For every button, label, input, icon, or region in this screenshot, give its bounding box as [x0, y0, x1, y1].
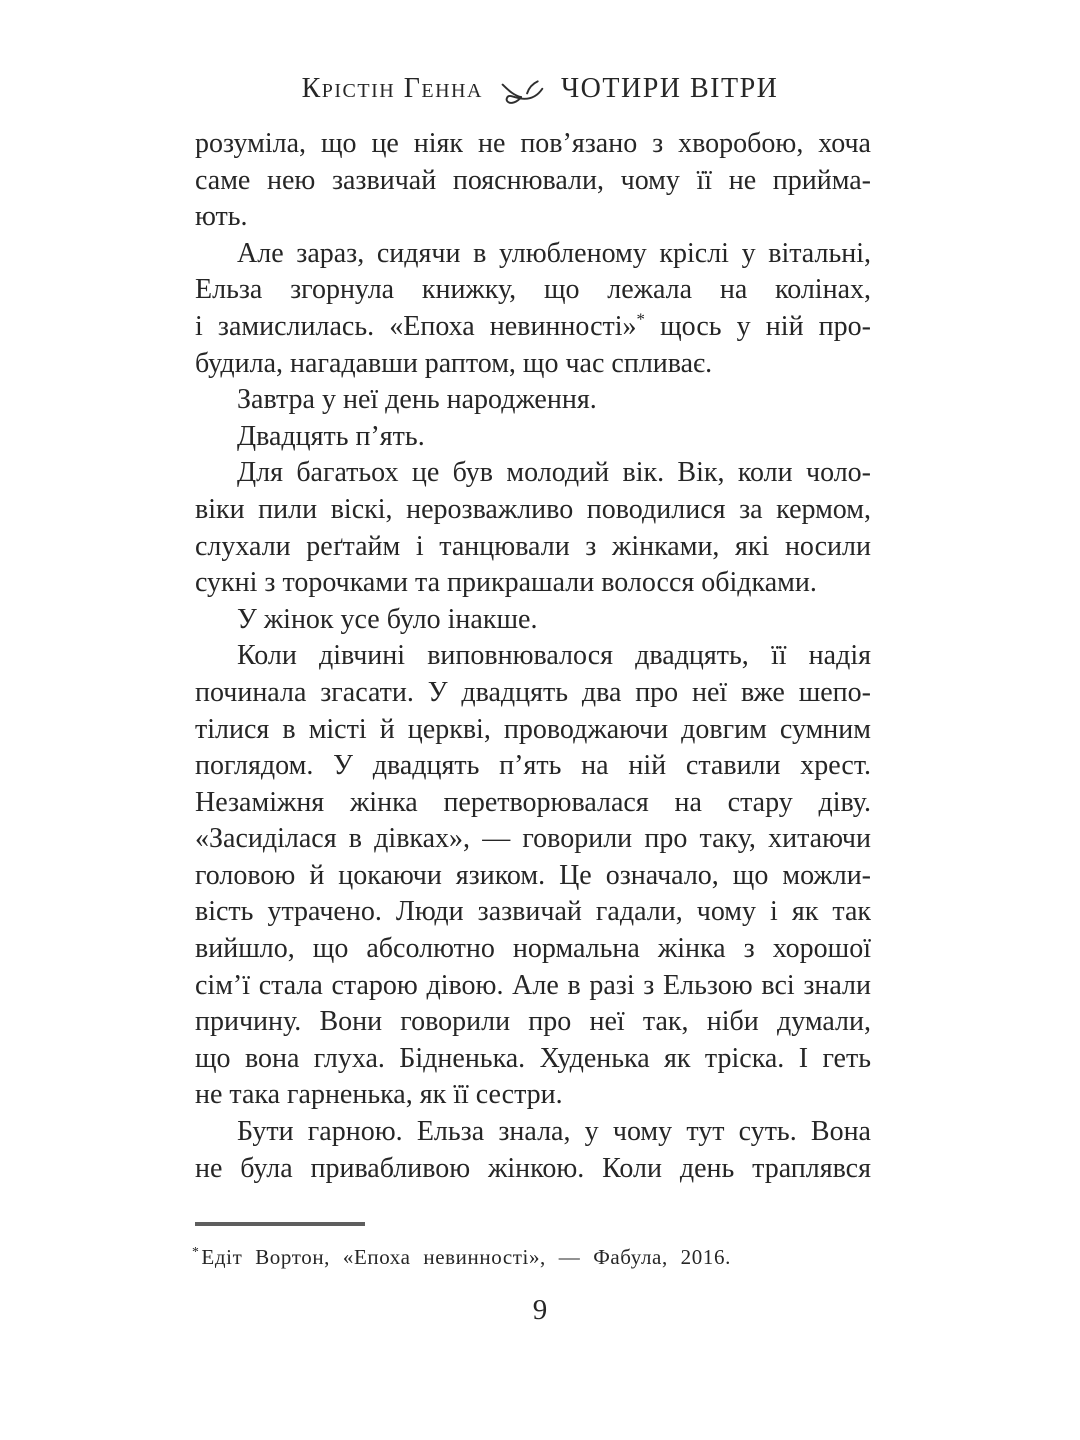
paragraph [195, 419, 871, 456]
text-line: Але зараз, сидячи в улюбленому кріслі у вітальні, [237, 237, 871, 269]
footnote-marker: * [192, 1244, 200, 1259]
text-line: не така гарненька, як її сестри. [195, 1079, 563, 1111]
text-line: віки пили віскі, нерозважливо поводилися за кермом, [195, 493, 871, 525]
text-line: У жінок усе було інакше. [237, 603, 538, 635]
text-line: «Засиділася в дівках», — говорили про таку, хитаючи [195, 823, 871, 855]
text-line: Коли дівчині виповнювалося двадцять, її надія [237, 640, 871, 672]
text-line: головою й цокаючи язиком. Це означало, що можли- [195, 859, 871, 891]
header-book-title: ЧОТИРИ ВІТРИ [560, 73, 779, 104]
text-line: Завтра у неї день народження. [237, 384, 597, 416]
text-line: вість утрачено. Люди зазвичай гадали, чому і як так [195, 896, 871, 928]
text-line: сім’ї стала старою дівою. Але в разі з Ельзою всі знали [195, 969, 871, 1001]
text-line: саме нею зазвичай пояснювали, чому її не прийма- [195, 164, 871, 196]
footnote-reference: * [636, 309, 645, 329]
text-line: не була привабливою жінкою. Коли день траплявся [195, 1152, 871, 1184]
footnote-rule [195, 1222, 365, 1226]
paragraph [195, 602, 871, 639]
paragraph [195, 236, 871, 382]
paragraph [195, 638, 871, 1114]
text-line: будила, нагадавши раптом, що час спливає. [195, 347, 713, 379]
text-line: ють. [195, 201, 248, 233]
text-line: Незаміжня жінка перетворювалася на стару діву. [195, 786, 871, 818]
text-line: розуміла, що це ніяк не пов’язано з хворобою, хоча [195, 128, 871, 159]
footnote [192, 1243, 882, 1271]
page-number: 9 [532, 1294, 548, 1326]
footnote-text: Едіт Вортон, «Епоха невинності», — Фабула, 2016. [201, 1245, 731, 1269]
body-text [195, 126, 871, 1187]
text-line: слухали реґтайм і танцювали з жінками, які носили [195, 530, 871, 562]
paragraph [195, 455, 871, 601]
text-line: Для багатьох це був молодий вік. Вік, коли чоло- [237, 457, 871, 489]
text-line: починала згасати. У двадцять два про неї вже шепо- [195, 676, 871, 708]
paragraph [195, 126, 871, 236]
paragraph [195, 1114, 871, 1187]
bird-flourish-icon [498, 75, 546, 109]
text-line: причину. Вони говорили про неї так, ніби думали, [195, 1006, 871, 1038]
header-author: Крістін Генна [301, 73, 483, 104]
text-line: сукні з торочками та прикрашали волосся обідками. [195, 567, 817, 599]
text-line: Ельза згорнула книжку, що лежала на колінах, [195, 274, 871, 306]
running-header [0, 72, 1080, 106]
text-line: поглядом. У двадцять п’ять на ній ставили хрест. [195, 750, 871, 782]
paragraph [195, 382, 871, 419]
text-line: вийшло, що абсолютно нормальна жінка з хорошої [195, 933, 871, 965]
text-line: що вона глуха. Бідненька. Худенька як тріска. І геть [195, 1042, 871, 1074]
text-line: Двадцять п’ять. [237, 420, 425, 452]
text-line: і замислилась. «Епоха невинності»* щось у ній про- [195, 309, 871, 342]
text-line: тілися в місті й церкві, проводжаючи довгим сумним [195, 713, 871, 745]
text-line: Бути гарною. Ельза знала, у чому тут суть. Вона [237, 1116, 871, 1148]
